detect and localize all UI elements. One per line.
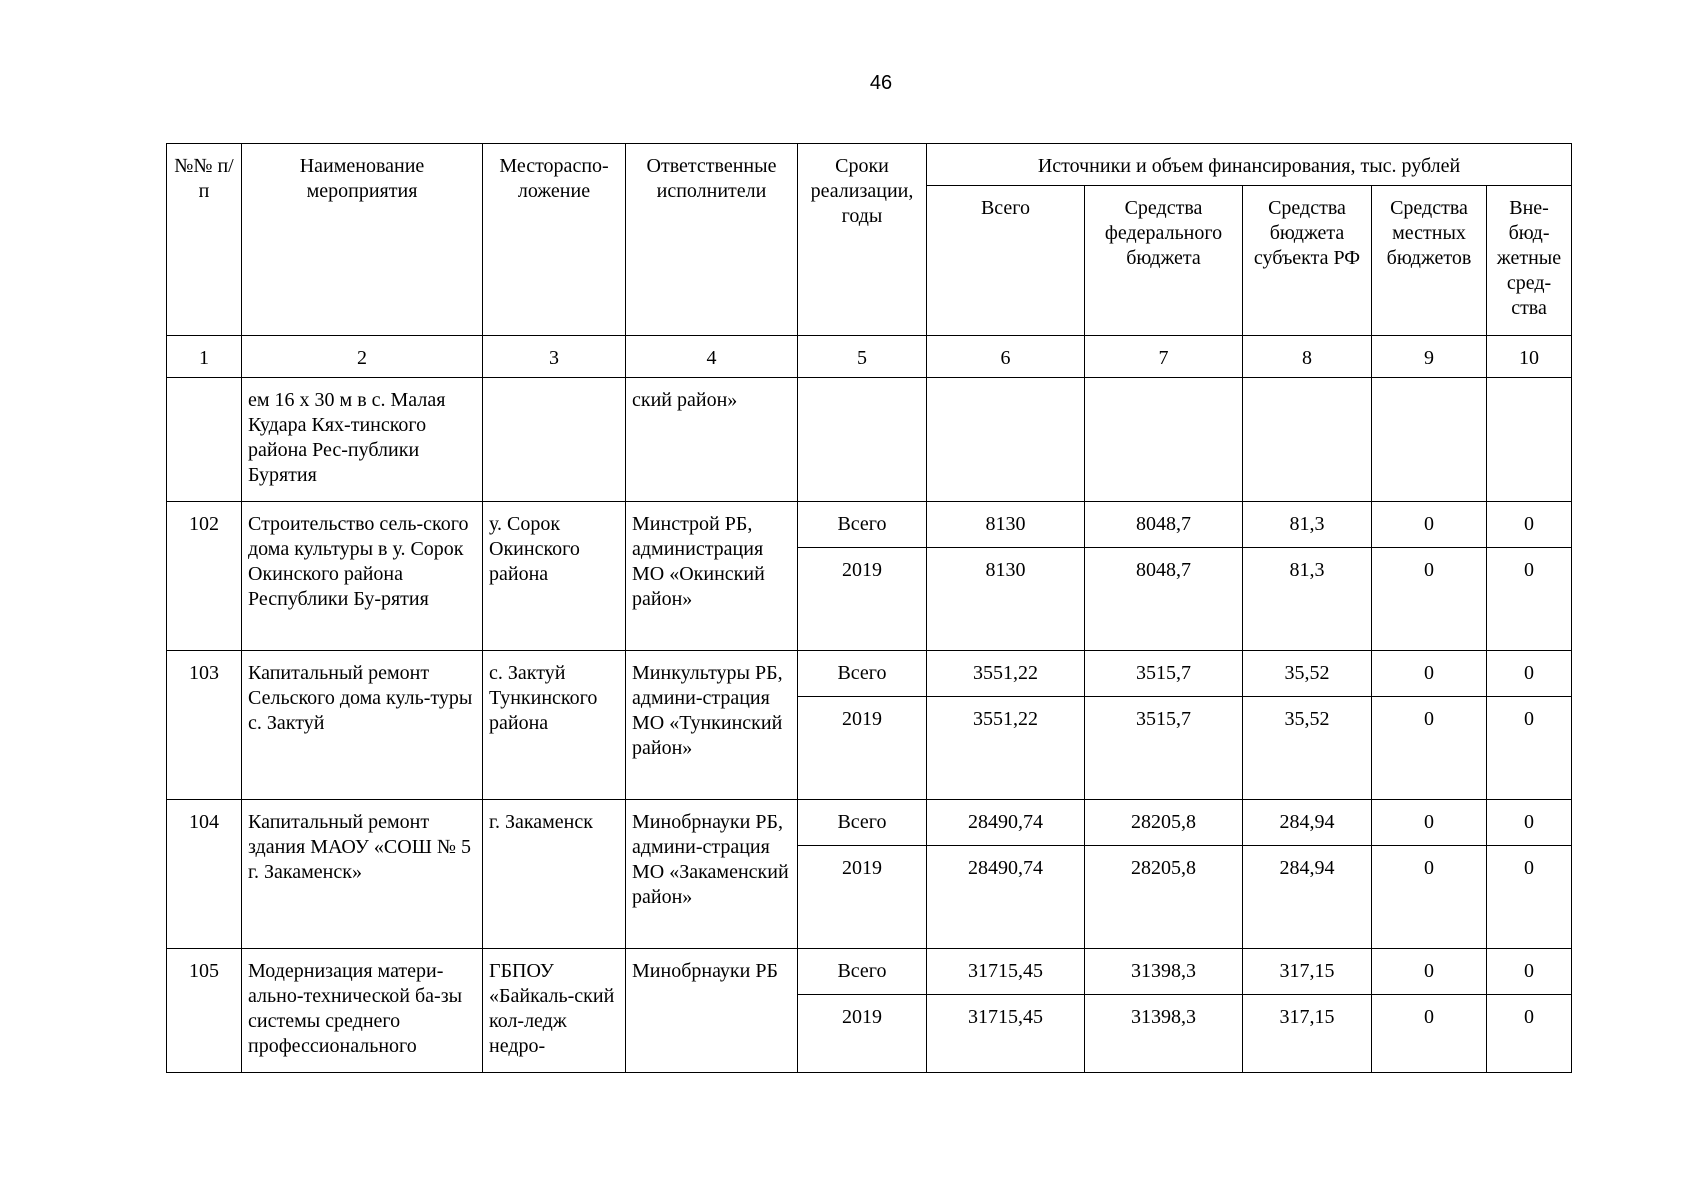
event-executors: Минобрнауки РБ [626, 949, 798, 1073]
header-offbudget: Вне-бюд-жетные сред-ства [1487, 186, 1572, 336]
continuation-federal [1085, 378, 1243, 502]
offbudget-cell: 0 [1487, 697, 1572, 800]
local-cell: 0 [1372, 995, 1487, 1073]
event-name: Капитальный ремонт Сельского дома куль-туры с. Зактуй [242, 651, 483, 800]
table-row [167, 949, 1572, 995]
header-location: Местораспо-ложение [483, 144, 626, 336]
continuation-subject [1243, 378, 1372, 502]
federal-cell: 31398,3 [1085, 995, 1243, 1073]
period-cell: Всего [798, 949, 927, 995]
period-cell: 2019 [798, 697, 927, 800]
header-funding: Источники и объем финансирования, тыс. рублей [927, 144, 1572, 186]
subject-cell: 81,3 [1243, 502, 1372, 548]
local-cell: 0 [1372, 846, 1487, 949]
header-executors: Ответственные исполнители [626, 144, 798, 336]
local-cell: 0 [1372, 800, 1487, 846]
total-cell: 8130 [927, 502, 1085, 548]
subject-cell: 317,15 [1243, 995, 1372, 1073]
financing-table [166, 143, 1572, 1073]
header-local: Средства местных бюджетов [1372, 186, 1487, 336]
federal-cell: 28205,8 [1085, 800, 1243, 846]
page-number: 46 [869, 72, 893, 94]
offbudget-cell: 0 [1487, 995, 1572, 1073]
local-cell: 0 [1372, 697, 1487, 800]
offbudget-cell: 0 [1487, 949, 1572, 995]
table-row [167, 651, 1572, 697]
row-number: 104 [167, 800, 242, 949]
offbudget-cell: 0 [1487, 846, 1572, 949]
header-num: №№ п/п [167, 144, 242, 336]
column-number: 7 [1085, 336, 1243, 378]
column-number: 1 [167, 336, 242, 378]
column-number: 4 [626, 336, 798, 378]
table-row [167, 800, 1572, 846]
continuation-num [167, 378, 242, 502]
event-executors: Минобрнауки РБ, админи-страция МО «Закаменский район» [626, 800, 798, 949]
row-number: 102 [167, 502, 242, 651]
event-executors: Минкультуры РБ, админи-страция МО «Тункинский район» [626, 651, 798, 800]
event-executors: Минстрой РБ, администрация МО «Окинский район» [626, 502, 798, 651]
continuation-row [167, 378, 1572, 502]
subject-cell: 284,94 [1243, 846, 1372, 949]
continuation-period [798, 378, 927, 502]
subject-cell: 35,52 [1243, 697, 1372, 800]
subject-cell: 317,15 [1243, 949, 1372, 995]
header-total: Всего [927, 186, 1085, 336]
event-location: г. Закаменск [483, 800, 626, 949]
header-subject: Средства бюджета субъекта РФ [1243, 186, 1372, 336]
continuation-total [927, 378, 1085, 502]
column-number: 6 [927, 336, 1085, 378]
event-name: Строительство сель-ского дома культуры в у. Сорок Окинского района Республики Бу-рятия [242, 502, 483, 651]
federal-cell: 3515,7 [1085, 697, 1243, 800]
offbudget-cell: 0 [1487, 502, 1572, 548]
column-number: 9 [1372, 336, 1487, 378]
local-cell: 0 [1372, 548, 1487, 651]
period-cell: 2019 [798, 995, 927, 1073]
continuation-offbudget [1487, 378, 1572, 502]
subject-cell: 284,94 [1243, 800, 1372, 846]
event-location: у. Сорок Окинского района [483, 502, 626, 651]
total-cell: 31715,45 [927, 995, 1085, 1073]
total-cell: 3551,22 [927, 651, 1085, 697]
column-number: 8 [1243, 336, 1372, 378]
total-cell: 28490,74 [927, 800, 1085, 846]
header-name: Наименование мероприятия [242, 144, 483, 336]
federal-cell: 28205,8 [1085, 846, 1243, 949]
federal-cell: 8048,7 [1085, 548, 1243, 651]
continuation-name: ем 16 х 30 м в с. Малая Кудара Кях-тинского района Рес-публики Бурятия [242, 378, 483, 502]
continuation-executors: ский район» [626, 378, 798, 502]
column-number-row [167, 336, 1572, 378]
event-name: Модернизация матери-ально-технической ба-зы системы среднего профессионального [242, 949, 483, 1073]
total-cell: 28490,74 [927, 846, 1085, 949]
continuation-local [1372, 378, 1487, 502]
event-location: с. Зактуй Тункинского района [483, 651, 626, 800]
row-number: 103 [167, 651, 242, 800]
table-row [167, 502, 1572, 548]
column-number: 2 [242, 336, 483, 378]
offbudget-cell: 0 [1487, 651, 1572, 697]
federal-cell: 31398,3 [1085, 949, 1243, 995]
event-name: Капитальный ремонт здания МАОУ «СОШ № 5 г. Закаменск» [242, 800, 483, 949]
total-cell: 8130 [927, 548, 1085, 651]
subject-cell: 35,52 [1243, 651, 1372, 697]
header-federal: Средства федерального бюджета [1085, 186, 1243, 336]
total-cell: 3551,22 [927, 697, 1085, 800]
federal-cell: 3515,7 [1085, 651, 1243, 697]
table-body [167, 502, 1572, 1073]
federal-cell: 8048,7 [1085, 502, 1243, 548]
period-cell: 2019 [798, 548, 927, 651]
row-number: 105 [167, 949, 242, 1073]
column-number: 5 [798, 336, 927, 378]
period-cell: Всего [798, 651, 927, 697]
continuation-location [483, 378, 626, 502]
period-cell: 2019 [798, 846, 927, 949]
local-cell: 0 [1372, 651, 1487, 697]
header-period: Сроки реализации, годы [798, 144, 927, 336]
period-cell: Всего [798, 800, 927, 846]
local-cell: 0 [1372, 502, 1487, 548]
offbudget-cell: 0 [1487, 548, 1572, 651]
total-cell: 31715,45 [927, 949, 1085, 995]
header-row [167, 144, 1572, 186]
offbudget-cell: 0 [1487, 800, 1572, 846]
column-number: 3 [483, 336, 626, 378]
event-location: ГБПОУ «Байкаль-ский кол-ледж недро- [483, 949, 626, 1073]
local-cell: 0 [1372, 949, 1487, 995]
column-number: 10 [1487, 336, 1572, 378]
subject-cell: 81,3 [1243, 548, 1372, 651]
period-cell: Всего [798, 502, 927, 548]
